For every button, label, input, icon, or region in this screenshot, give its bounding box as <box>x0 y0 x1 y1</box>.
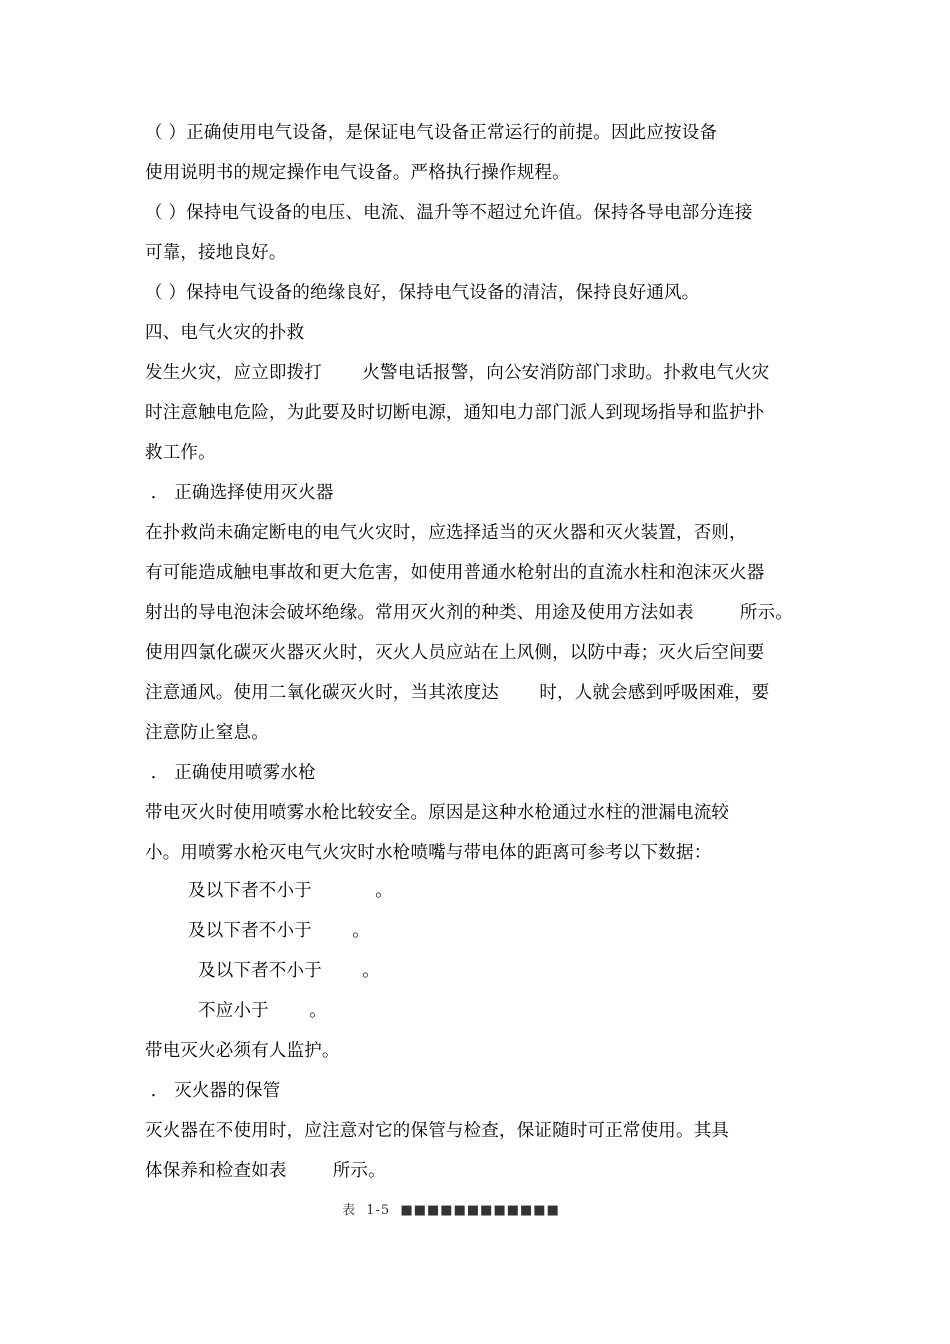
paragraph-line: 使用说明书的规定操作电气设备。严格执行操作规程。 <box>145 163 570 183</box>
list-item: 及以下者不小于 。 <box>188 881 393 901</box>
paragraph-line: 救工作。 <box>145 443 216 463</box>
paragraph-line: 射出的导电泡沫会破坏绝缘。常用灭火剂的种类、用途及使用方法如表 所示。 <box>145 603 793 623</box>
paragraph-line: 注意防止窒息。 <box>145 723 269 743</box>
paragraph-line: 在扑救尚未确定断电的电气火灾时，应选择适当的灭火器和灭火装置，否则， <box>145 523 747 543</box>
subsection-heading: ． 正确选择使用灭火器 <box>145 483 334 503</box>
paragraph-line: 灭火器在不使用时，应注意对它的保管与检查，保证随时可正常使用。其具 <box>145 1121 730 1141</box>
paragraph-line: （ ）保持电气设备的电压、电流、温升等不超过允许值。保持各导电部分连接 <box>145 203 753 223</box>
list-item: 及以下者不小于 。 <box>188 921 370 941</box>
paragraph-line: 带电灭火时使用喷雾水枪比较安全。原因是这种水枪通过水柱的泄漏电流较 <box>145 803 730 823</box>
subsection-heading: ． 灭火器的保管 <box>145 1081 281 1101</box>
section-heading: 四、电气火灾的扑救 <box>145 323 305 343</box>
paragraph-line: 可靠，接地良好。 <box>145 243 287 263</box>
paragraph-line: 时注意触电危险，为此要及时切断电源，通知电力部门派人到现场指导和监护扑 <box>145 403 765 423</box>
subsection-heading: ． 正确使用喷雾水枪 <box>145 763 316 783</box>
paragraph-line: 发生火灾，应立即拨打 火警电话报警，向公安消防部门求助。扑救电气火灾 <box>145 363 770 383</box>
paragraph-line: 带电灭火必须有人监护。 <box>145 1041 340 1061</box>
table-caption: 表 1-5 ■■■■■■■■■■■■ <box>342 1203 560 1218</box>
paragraph-line: （ ）保持电气设备的绝缘良好，保持电气设备的清洁，保持良好通风。 <box>145 283 700 303</box>
paragraph-line: 小。用喷雾水枪灭电气火灾时水枪喷嘴与带电体的距离可参考以下数据： <box>145 843 712 863</box>
paragraph-line: （ ）正确使用电气设备，是保证电气设备正常运行的前提。因此应按设备 <box>145 123 718 143</box>
paragraph-line: 注意通风。使用二氧化碳灭火时，当其浓度达 时，人就会感到呼吸困难，要 <box>145 683 770 703</box>
paragraph-line: 使用四氯化碳灭火器灭火时，灭火人员应站在上风侧，以防中毒；灭火后空间要 <box>145 643 765 663</box>
list-item: 及以下者不小于 。 <box>198 961 380 981</box>
paragraph-line: 体保养和检查如表 所示。 <box>145 1161 386 1181</box>
paragraph-line: 有可能造成触电事故和更大危害，如使用普通水枪射出的直流水柱和泡沫灭火器 <box>145 563 765 583</box>
list-item: 不应小于 。 <box>198 1001 327 1021</box>
